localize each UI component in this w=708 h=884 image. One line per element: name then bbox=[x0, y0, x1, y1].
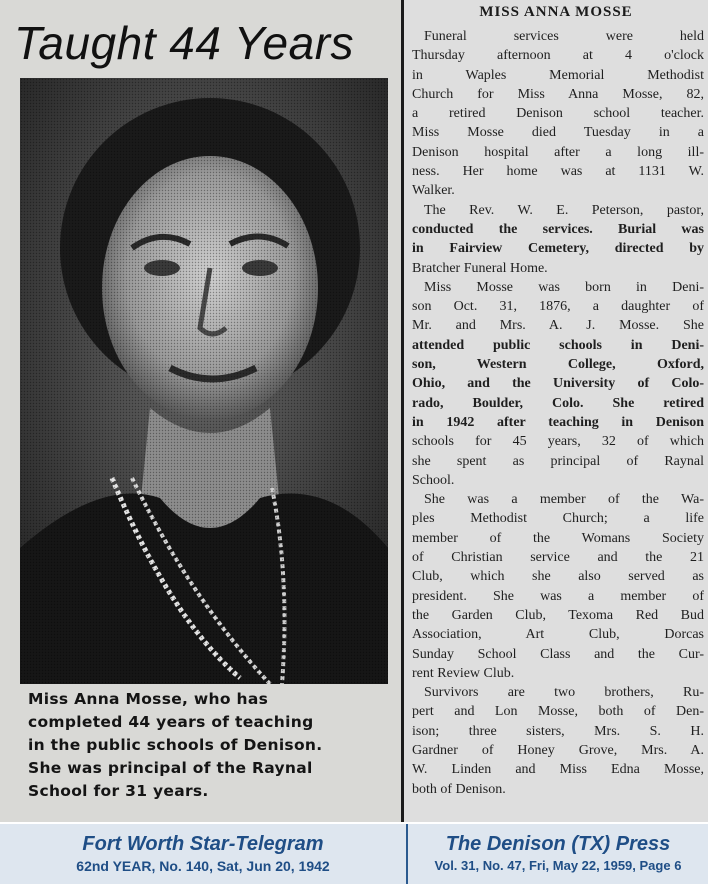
obituary-line: Bratcher Funeral Home. bbox=[412, 260, 548, 276]
source-meta: Vol. 31, No. 47, Fri, May 22, 1959, Page 6 bbox=[434, 858, 682, 873]
caption-line: School for 31 years. bbox=[28, 782, 209, 800]
caption-line: She was principal of the Raynal bbox=[28, 759, 313, 777]
obituary-title: MISS ANNA MOSSE bbox=[479, 4, 633, 20]
obituary-body bbox=[412, 27, 704, 799]
photo-caption bbox=[28, 688, 392, 803]
source-footer bbox=[0, 822, 708, 884]
right-clipping bbox=[404, 0, 708, 822]
obituary-line: schools for 45 years, 32 of which bbox=[412, 434, 704, 450]
obituary-line: in 1942 after teaching in Denison bbox=[412, 414, 704, 430]
obituary-line: conducted the services. Burial was bbox=[412, 221, 704, 237]
obituary-line: she spent as principal of Raynal bbox=[412, 453, 704, 469]
obituary-line: Walker. bbox=[412, 183, 455, 199]
obituary-line: Association, Art Club, Dorcas bbox=[412, 627, 704, 643]
obituary-line: pert and Lon Mosse, both of Den- bbox=[412, 704, 704, 720]
obituary-line: both of Denison. bbox=[412, 781, 506, 797]
source-meta: 62nd YEAR, No. 140, Sat, Jun 20, 1942 bbox=[76, 858, 330, 874]
caption-line: in the public schools of Denison. bbox=[28, 736, 323, 754]
obituary-line: the Garden Club, Texoma Red Bud bbox=[412, 607, 704, 623]
caption-line: completed 44 years of teaching bbox=[28, 713, 314, 731]
obituary-line: The Rev. W. E. Peterson, pastor, bbox=[424, 202, 704, 218]
obituary-line: Denison hospital after a long ill- bbox=[412, 144, 704, 160]
obituary-line: member of the Womans Society bbox=[412, 530, 704, 546]
headline: Taught 44 Years bbox=[14, 17, 355, 69]
obituary-line: School. bbox=[412, 472, 455, 488]
obituary-line: rent Review Club. bbox=[412, 665, 515, 681]
obituary-line: W. Linden and Miss Edna Mosse, bbox=[412, 762, 704, 778]
portrait-photo bbox=[20, 78, 388, 684]
obituary-line: president. She was a member of bbox=[412, 588, 704, 604]
obituary-line: son, Western College, Oxford, bbox=[412, 357, 704, 373]
source-name: Fort Worth Star-Telegram bbox=[82, 833, 324, 855]
obituary-line: ples Methodist Church; a life bbox=[412, 511, 704, 527]
obituary-line: Church for Miss Anna Mosse, 82, bbox=[412, 86, 704, 102]
obituary-line: Miss Mosse died Tuesday in a bbox=[412, 125, 704, 141]
obituary-line: Club, which she also served as bbox=[412, 569, 704, 585]
obituary-line: She was a member of the Wa- bbox=[424, 492, 704, 508]
obituary-line: Thursday afternoon at 4 o'clock bbox=[412, 48, 704, 64]
obituary-line: Miss Mosse was born in Deni- bbox=[424, 279, 704, 295]
obituary-line: in Waples Memorial Methodist bbox=[412, 67, 704, 83]
obituary-line: rado, Boulder, Colo. She retired bbox=[412, 395, 704, 411]
obituary-line: son Oct. 31, 1876, a daughter of bbox=[412, 299, 704, 315]
obituary-line: in Fairview Cemetery, directed by bbox=[412, 241, 704, 257]
source-left bbox=[0, 832, 406, 876]
obituary-line: Survivors are two brothers, Ru- bbox=[424, 685, 704, 701]
obituary-line: Mr. and Mrs. A. J. Mosse. She bbox=[412, 318, 704, 334]
obituary-line: ison; three sisters, Mrs. S. H. bbox=[412, 723, 704, 739]
obituary-line: attended public schools in Deni- bbox=[412, 337, 704, 353]
obituary-line: Funeral services were held bbox=[424, 29, 704, 44]
caption-line: Miss Anna Mosse, who has bbox=[28, 690, 269, 708]
obituary-line: a retired Denison school teacher. bbox=[412, 106, 704, 122]
obituary-line: Ohio, and the University of Colo- bbox=[412, 376, 704, 392]
obituary-line: ness. Her home was at 1131 W. bbox=[412, 164, 704, 180]
obituary-line: of Christian service and the 21 bbox=[412, 550, 704, 566]
source-name: The Denison (TX) Press bbox=[445, 833, 671, 855]
portrait-image bbox=[20, 78, 388, 684]
obituary-line: Sunday School Class and the Cur- bbox=[412, 646, 704, 662]
source-right bbox=[408, 832, 708, 876]
obituary-line: Gardner of Honey Grove, Mrs. A. bbox=[412, 742, 704, 758]
